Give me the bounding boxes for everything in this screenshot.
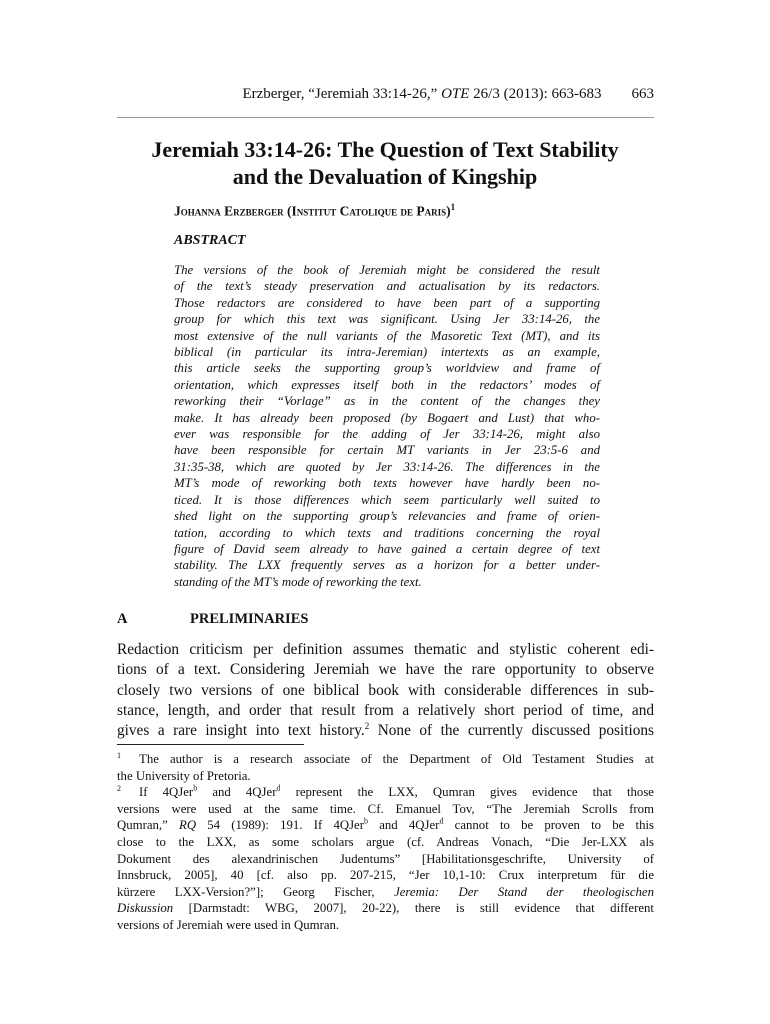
footnote-1: $^1$ The author is a research associate of the Department of Old Testament Studies at [117, 750, 654, 766]
abstract-line: make. It has already been proposed (by Bogaert and Lust) that who- [174, 410, 600, 425]
body-paragraph [117, 640, 654, 741]
superscript: d [439, 817, 444, 827]
footnote-text: [Darmstadt: WBG, 2007], 20-22), there is still evidence that different [173, 901, 654, 916]
page-number: 663 [631, 86, 654, 102]
journal-abbrev: RQ [179, 818, 197, 833]
book-title: Diskussion [117, 901, 174, 916]
abstract-line: figure of David seem already to have gained a certain degree of text [174, 541, 600, 556]
abstract-line: The versions of the book of Jeremiah might be considered the result [174, 263, 600, 277]
superscript: b [364, 817, 369, 827]
abstract-line: orientation, which expresses itself both in the redactors’ modes of [174, 377, 600, 392]
abstract-line: reworking their “Vorlage” as in the content of the changes they [174, 394, 600, 409]
abstract-line: most extensive of the null variants of the Masoretic Text (MT), and its [174, 328, 600, 343]
superscript: d [276, 783, 281, 793]
abstract-line: 31:35-38, which are quoted by Jer 33:14-26. The differences in the [174, 459, 600, 474]
footnote-text: The author is a research associate of the Department of Old Testament Studies at [139, 752, 654, 766]
abstract-line: ticed. It is those differences which seem particularly well suited to [174, 492, 600, 507]
footnote-rule [117, 744, 304, 745]
running-head [117, 86, 654, 103]
footnotes [117, 751, 654, 934]
header-rule [117, 117, 654, 118]
body-line: Redaction criticism per definition assumes thematic and stylistic coherent edi- [117, 641, 654, 658]
abstract-heading: ABSTRACT [174, 233, 246, 248]
footnote-line: versions of Jeremiah were used in Qumran. [117, 917, 340, 932]
abstract-line: MT’s mode of reworking both texts however have hardly been no- [174, 476, 600, 491]
abstract-line: Those redactors are considered to have been part of a supporting [174, 295, 600, 310]
footnote-text: represent the LXX, Qumran gives evidence that those [280, 785, 654, 800]
body-line [117, 721, 654, 741]
superscript: b [193, 783, 198, 793]
footnote-text: Qumran,” [117, 818, 180, 833]
footnote-text: and 4QJer [197, 785, 277, 800]
running-head-author: Erzberger, “Jeremiah 33:14-26,” [242, 86, 442, 102]
footnote-line [117, 817, 654, 834]
footnote-text: cannot to be proven to be this [443, 818, 655, 833]
author-name: Johanna Erzberger (Institut Catolique de Paris) [174, 203, 451, 219]
footnote-line: Innsbruck, 2005], 40 [cf. also pp. 207-215, “Jer 10,1-10: Crux interpretum für die [117, 868, 654, 883]
abstract-line: shed light on the supporting group’s relevancies and frame of orien- [174, 509, 600, 524]
abstract-line: this article seeks the supporting group’s worldview and frame of [174, 361, 600, 376]
author-affiliation [174, 202, 455, 220]
body-line-text: None of the currently discussed positions [369, 722, 655, 740]
abstract-line: standing of the MT’s mode of reworking the text. [174, 574, 422, 589]
section-letter: A [117, 611, 128, 627]
abstract-line: tation, according to which texts and traditions concerning the royal [174, 525, 600, 540]
running-head-citation: 26/3 (2013): 663-683 [469, 86, 602, 102]
author-footnote-mark[interactable]: 1 [450, 202, 456, 212]
body-line: closely two versions of one biblical book with considerable differences in sub- [117, 681, 654, 699]
body-line: stance, length, and order that result from a relatively short period of time, and [117, 701, 654, 719]
footnote-line [117, 900, 654, 917]
footnote-line [117, 884, 654, 901]
footnote-text: If 4QJer [139, 785, 194, 800]
title-line-2: and the Devaluation of Kingship [232, 164, 538, 189]
footnote-text: 54 (1989): 191. If 4QJer [196, 818, 365, 833]
book-title: Jeremia: Der Stand der theologischen [394, 884, 654, 899]
body-line: tions of a text. Considering Jeremiah we have the rare opportunity to observe [117, 661, 654, 679]
footnote-line: versions were used at the same time. Cf. Emanuel Tov, “The Jeremiah Scrolls from [117, 801, 654, 816]
abstract-line: of the text’s steady preservation and actualisation by its redactors. [174, 279, 600, 294]
abstract-line: biblical (in particular its intra-Jeremian) intertexts as an example, [174, 345, 600, 360]
abstract-line: group for which this text was significant. Using Jer 33:14-26, the [174, 312, 600, 327]
abstract-text [174, 262, 600, 590]
footnote-line: the University of Pretoria. [117, 768, 251, 783]
body-line-text: gives a rare insight into text history. [117, 722, 365, 740]
footnote-line: close to the LXX, as some scholars argue (cf. Andreas Vonach, “Die Jer-LXX als [117, 834, 654, 849]
abstract-line: ever was responsible for the adding of Jer 33:14-26, might also [174, 427, 600, 442]
section-title: PRELIMINARIES [190, 611, 309, 627]
footnote-ref-2[interactable]: 2 [364, 721, 370, 732]
footnote-text: and 4QJer [368, 818, 440, 833]
footnote-text: kürzere LXX-Version?”]; Georg Fischer, [117, 884, 395, 899]
abstract-line: stability. The LXX frequently serves as a horizon for a better under- [174, 558, 600, 573]
article-title [100, 136, 670, 190]
title-line-1: Jeremiah 33:14-26: The Question of Text Stability [151, 137, 619, 162]
section-heading [117, 611, 308, 628]
footnote-2: $^2$ If 4QJer$^b$ and 4QJer$^d$ represent the LXX, Qumran gives evidence that those [117, 783, 654, 800]
abstract-line: have been responsible for certain MT variants in Jer 23:5-6 and [174, 443, 600, 458]
running-head-journal: OTE [441, 86, 470, 102]
footnote-line: Dokument des alexandrinischen Judentums” [Habilitationsgeschrifte, University of [117, 851, 654, 866]
